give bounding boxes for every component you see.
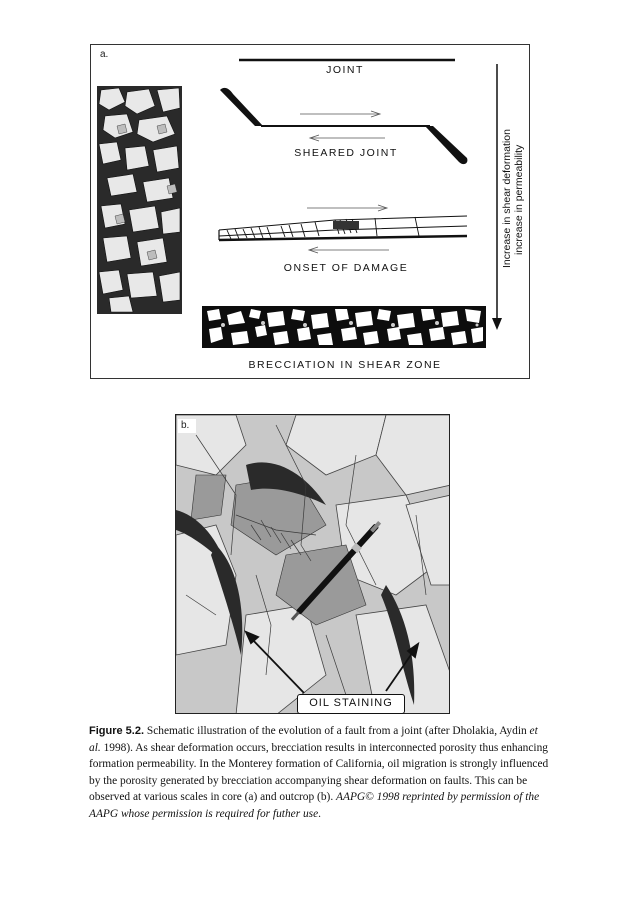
caption-end: . xyxy=(318,807,322,820)
axis-label-deformation: Increase in shear deformation xyxy=(501,129,513,268)
caption-et-al: et al. xyxy=(89,725,538,754)
stage-label-onset-of-damage: ONSET OF DAMAGE xyxy=(283,262,409,274)
panel-a-label: a. xyxy=(100,49,109,60)
caption-text-2: 1998). As shear deformation occurs, brecciation results in interconnected porosity thus enhancing formation permeability. In the Monterey formation of California, oil migration is strongly influenced by the porosity generated by brecciation accompanying shear deformation on faults. This can be observed at various scales in core (a) and outcrop (b). xyxy=(89,741,549,804)
caption-text-1: Schematic illustration of the evolution of a fault from a joint (after Dholakia, Aydin xyxy=(144,725,530,737)
core-photo xyxy=(97,86,182,314)
figure-caption xyxy=(89,723,549,823)
onset-of-damage-diagram xyxy=(215,200,473,260)
oil-staining-label: OIL STAINING xyxy=(297,694,405,714)
panel-b-label: b. xyxy=(181,420,190,431)
brecciation-diagram xyxy=(201,305,487,349)
axis-label-permeability: increase in permeability xyxy=(513,144,525,255)
joint-diagram xyxy=(237,56,457,64)
caption-credit: AAPG© 1998 reprinted by permission of the AAPG whose permission is required for futher use xyxy=(89,791,540,820)
figure-number: Figure 5.2. xyxy=(89,725,145,737)
outcrop-photo xyxy=(175,414,450,714)
stage-label-joint: JOINT xyxy=(326,64,364,76)
stage-label-sheared-joint: SHEARED JOINT xyxy=(294,147,398,159)
stage-label-brecciation: BRECCIATION IN SHEAR ZONE xyxy=(248,359,442,371)
